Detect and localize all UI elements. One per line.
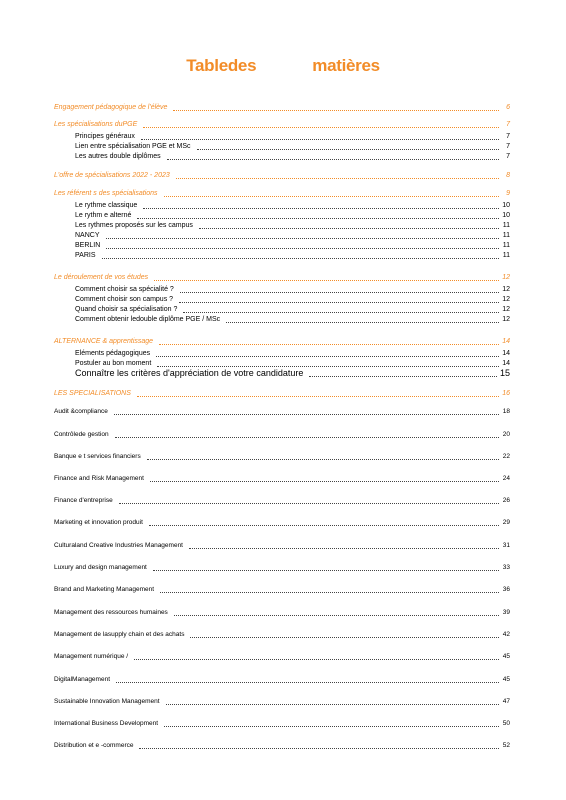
toc-entry[interactable] xyxy=(54,200,510,210)
dot-leader xyxy=(143,127,499,128)
toc-entry-page-number: 12 xyxy=(502,316,510,323)
toc-entry-page-number: 26 xyxy=(502,497,510,504)
toc-entry[interactable] xyxy=(54,540,510,550)
toc-entry-page-number: 12 xyxy=(502,296,510,303)
toc-entry-label: Lien entre spécialisation PGE et MSc xyxy=(75,143,191,150)
toc-entry[interactable] xyxy=(54,272,510,282)
toc-entry-label: Eléments pédagogiques xyxy=(75,350,151,357)
dot-leader xyxy=(179,302,499,303)
toc-entry[interactable] xyxy=(54,210,510,220)
toc-entry-label: Comment choisir sa spécialité ? xyxy=(75,286,174,293)
toc-entry-page-number: 50 xyxy=(502,720,510,727)
toc-entry-page-number: 45 xyxy=(502,653,510,660)
toc-entry[interactable] xyxy=(54,119,510,129)
toc-entry-page-number: 31 xyxy=(502,542,510,549)
dot-leader xyxy=(164,196,500,197)
dot-leader xyxy=(183,312,499,313)
toc-entry[interactable] xyxy=(54,348,510,358)
toc-entry-label: Audit &compliance xyxy=(54,408,108,415)
dot-leader xyxy=(106,248,499,249)
toc-entry[interactable] xyxy=(54,451,510,461)
dot-leader xyxy=(137,218,499,219)
toc-entry[interactable] xyxy=(54,141,510,151)
toc-entry-label: Le rythm e alterné xyxy=(75,212,132,219)
toc-entry-label: Le déroulement de vos études xyxy=(54,274,149,281)
title-part-2: matières xyxy=(312,56,380,75)
toc-entry-page-number: 14 xyxy=(502,350,510,357)
page-title xyxy=(0,56,566,76)
dot-leader xyxy=(190,637,499,638)
dot-leader xyxy=(176,178,499,179)
toc-entry-page-number: 33 xyxy=(502,564,510,571)
dot-leader xyxy=(160,592,499,593)
toc-entry-label: Postuler au bon moment xyxy=(75,360,152,367)
toc-entry[interactable] xyxy=(54,740,510,750)
toc-entry-label: Engagement pédagogique de l'élève xyxy=(54,104,168,111)
toc-entry[interactable] xyxy=(54,336,510,346)
dot-leader xyxy=(116,682,499,683)
toc-entry-page-number: 12 xyxy=(502,306,510,313)
toc-entry-label: DigitalManagement xyxy=(54,676,111,683)
toc-entry[interactable] xyxy=(54,696,510,706)
toc-entry-label: Les référent s des spécialisations xyxy=(54,190,158,197)
toc-entry[interactable] xyxy=(54,651,510,661)
toc-entry-label: Finance and Risk Management xyxy=(54,475,144,482)
dot-leader xyxy=(143,208,499,209)
toc-entry-page-number: 7 xyxy=(506,121,510,128)
toc-entry-label: Management de lasupply chain et des achats xyxy=(54,631,185,638)
dot-leader xyxy=(164,726,499,727)
toc-entry-page-number: 11 xyxy=(502,222,510,229)
toc-entry-page-number: 36 xyxy=(502,586,510,593)
toc-entry-page-number: 39 xyxy=(502,609,510,616)
toc-entry-label: Le rythme classique xyxy=(75,202,138,209)
toc-entry-label: NANCY xyxy=(75,232,100,239)
toc-entry[interactable] xyxy=(54,562,510,572)
toc-entry[interactable] xyxy=(54,406,510,416)
dot-leader xyxy=(115,437,499,438)
dot-leader xyxy=(147,459,499,460)
toc-entry-label: BERLIN xyxy=(75,242,101,249)
toc-entry-page-number: 18 xyxy=(502,408,510,415)
dot-leader xyxy=(174,615,499,616)
toc-entry-page-number: 20 xyxy=(502,431,510,438)
toc-entry[interactable] xyxy=(54,495,510,505)
toc-entry[interactable] xyxy=(54,151,510,161)
dot-leader xyxy=(150,481,499,482)
toc-entry-page-number: 47 xyxy=(502,698,510,705)
dot-leader xyxy=(114,414,499,415)
dot-leader xyxy=(156,356,499,357)
dot-leader xyxy=(106,238,499,239)
dot-leader xyxy=(134,659,499,660)
toc-entry[interactable] xyxy=(54,584,510,594)
toc-entry-page-number: 22 xyxy=(502,453,510,460)
toc-entry-page-number: 11 xyxy=(502,242,510,249)
toc-entry-label: Comment choisir son campus ? xyxy=(75,296,174,303)
toc-entry[interactable] xyxy=(54,131,510,141)
toc-entry-label: Brand and Marketing Management xyxy=(54,586,155,593)
dot-leader xyxy=(309,376,497,377)
toc-entry-page-number: 7 xyxy=(506,133,510,140)
dot-leader xyxy=(197,149,499,150)
toc-entry[interactable] xyxy=(54,170,510,180)
toc-entry-label: Connaître les critères d'appréciation de votre candidature xyxy=(75,368,304,378)
dot-leader xyxy=(119,503,499,504)
toc-entry[interactable] xyxy=(54,674,510,684)
dot-leader xyxy=(166,704,499,705)
dot-leader xyxy=(153,570,499,571)
toc-entry[interactable] xyxy=(54,718,510,728)
toc-entry-label: LES SPECIALISATIONS xyxy=(54,390,131,397)
dot-leader xyxy=(141,139,499,140)
toc-entry-page-number: 15 xyxy=(499,368,510,378)
toc-entry-page-number: 12 xyxy=(502,274,510,281)
toc-entry-label: L'offre de spécialisations 2022 - 2023 xyxy=(54,172,170,179)
toc-entry-page-number: 10 xyxy=(502,212,510,219)
toc-entry-label: ALTERNANCE & apprentissage xyxy=(54,338,154,345)
toc-entry[interactable] xyxy=(54,304,510,314)
toc-entry-label: Finance d'entreprise xyxy=(54,497,113,504)
toc-entry-page-number: 6 xyxy=(506,104,510,111)
toc-entry-page-number: 11 xyxy=(502,232,510,239)
toc-entry-page-number: 45 xyxy=(502,676,510,683)
toc-entry[interactable] xyxy=(54,367,510,378)
toc-entry-label: Management des ressources humaines xyxy=(54,609,168,616)
dot-leader xyxy=(154,280,499,281)
toc-entry-page-number: 11 xyxy=(502,252,510,259)
dot-leader xyxy=(137,396,499,397)
toc-entry[interactable] xyxy=(54,473,510,483)
toc-entry-page-number: 24 xyxy=(502,475,510,482)
toc-entry-label: Luxury and design management xyxy=(54,564,147,571)
dot-leader xyxy=(180,292,499,293)
dot-leader xyxy=(167,159,499,160)
title-part-1: Tabledes xyxy=(186,56,257,75)
dot-leader xyxy=(102,258,500,259)
toc-entry-label: Principes généraux xyxy=(75,133,135,140)
toc-entry-label: Les spécialisations duPGE xyxy=(54,121,138,128)
dot-leader xyxy=(173,110,499,111)
toc-entry-label: Sustainable Innovation Management xyxy=(54,698,160,705)
toc-entry-page-number: 14 xyxy=(502,360,510,367)
toc-entry-page-number: 7 xyxy=(506,153,510,160)
toc-entry-label: International Business Development xyxy=(54,720,159,727)
toc-entry-label: Distribution et e -commerce xyxy=(54,742,134,749)
toc-entry[interactable] xyxy=(54,607,510,617)
toc-entry-label: Marketing et innovation produit xyxy=(54,519,143,526)
dot-leader xyxy=(139,748,499,749)
toc-entry-page-number: 14 xyxy=(502,338,510,345)
toc-entry-label: Culturaland Creative Industries Management xyxy=(54,542,183,549)
toc-entry-page-number: 12 xyxy=(502,286,510,293)
toc-entry-page-number: 8 xyxy=(506,172,510,179)
toc-entry-label: Les rythmes proposés sur les campus xyxy=(75,222,193,229)
toc-entry-page-number: 52 xyxy=(502,742,510,749)
dot-leader xyxy=(199,228,499,229)
toc-entry[interactable] xyxy=(54,240,510,250)
toc-entry[interactable] xyxy=(54,314,510,324)
toc-entry[interactable] xyxy=(54,388,510,398)
toc-entry-label: PARIS xyxy=(75,252,96,259)
toc-entry-page-number: 29 xyxy=(502,519,510,526)
toc-entry-label: Les autres double diplômes xyxy=(75,153,161,160)
toc-entry-page-number: 16 xyxy=(502,390,510,397)
toc-entry[interactable] xyxy=(54,250,510,260)
toc-entry[interactable] xyxy=(54,294,510,304)
toc-entry-page-number: 9 xyxy=(506,190,510,197)
toc-entry[interactable] xyxy=(54,188,510,198)
toc-entry[interactable] xyxy=(54,220,510,230)
toc-entry[interactable] xyxy=(54,102,510,112)
toc-entry-label: Contrôlede gestion xyxy=(54,431,109,438)
toc-entry-label: Management numérique / xyxy=(54,653,129,660)
toc-entry-page-number: 7 xyxy=(506,143,510,150)
toc-entry-page-number: 10 xyxy=(502,202,510,209)
toc-entry-label: Comment obtenir ledouble diplôme PGE / MSc xyxy=(75,316,221,323)
toc-entry-label: Quand choisir sa spécialisation ? xyxy=(75,306,178,313)
toc-entry[interactable] xyxy=(54,284,510,294)
dot-leader xyxy=(189,548,499,549)
dot-leader xyxy=(149,525,499,526)
toc-entry[interactable] xyxy=(54,629,510,639)
dot-leader xyxy=(226,322,499,323)
toc-entry[interactable] xyxy=(54,230,510,240)
toc-entry-label: Banque e t services financiers xyxy=(54,453,141,460)
toc-entry[interactable] xyxy=(54,429,510,439)
toc-entry-page-number: 42 xyxy=(502,631,510,638)
toc-entry[interactable] xyxy=(54,517,510,527)
dot-leader xyxy=(159,344,499,345)
